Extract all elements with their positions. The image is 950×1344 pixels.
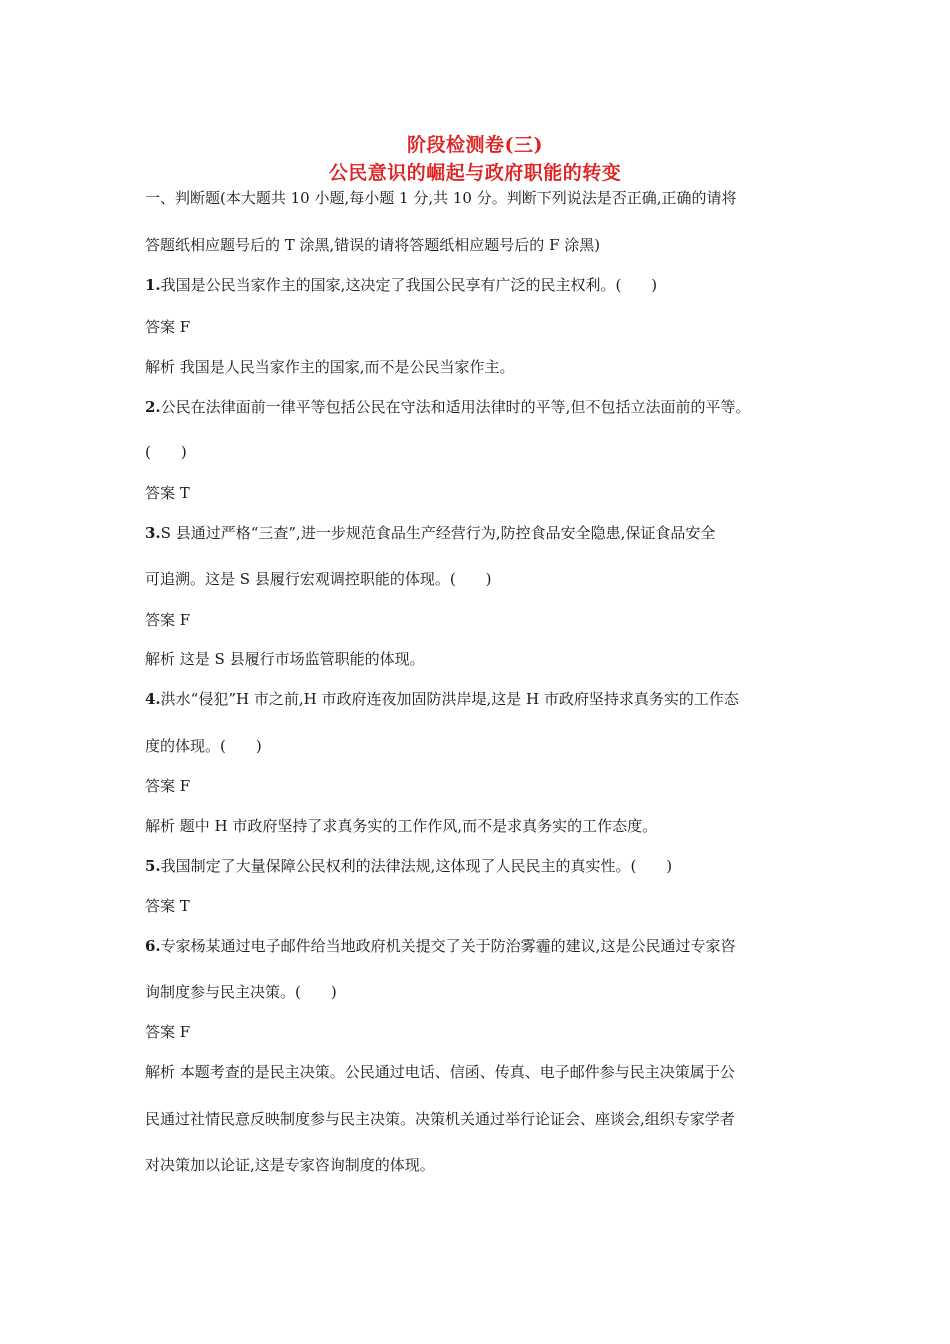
analysis-4: 解析 题中 H 市政府坚持了求真务实的工作作风,而不是求真务实的工作态度。: [145, 817, 658, 835]
question-5: [145, 856, 825, 876]
analysis-6: 解析 本题考查的是民主决策。公民通过电话、信函、传真、电子邮件参与民主决策属于公: [145, 1063, 735, 1081]
question-text: 洪水“侵犯”H 市之前,H 市政府连夜加固防洪岸堤,这是 H 市政府坚持求真务实的工作态: [160, 690, 739, 708]
answer-3: 答案 F: [145, 611, 191, 629]
question-text: 我国制定了大量保障公民权利的法律法规,这体现了人民民主的真实性。( ): [160, 857, 673, 875]
question-6: [145, 936, 825, 956]
section-intro-cont: 答题纸相应题号后的 T 涂黑,错误的请将答题纸相应题号后的 F 涂黑): [145, 236, 601, 254]
question-number: 6.: [145, 937, 161, 955]
page-subtitle: 公民意识的崛起与政府职能的转变: [328, 162, 622, 184]
question-3: [145, 523, 825, 543]
question-2-cont: ( ): [145, 443, 187, 461]
question-text: S 县通过严格“三查”,进一步规范食品生产经营行为,防控食品安全隐患,保证食品安全: [160, 524, 716, 542]
question-3-cont: 可追溯。这是 S 县履行宏观调控职能的体现。( ): [145, 570, 492, 588]
analysis-1: 解析 我国是人民当家作主的国家,而不是公民当家作主。: [145, 358, 515, 376]
analysis-6-cont2: 对决策加以论证,这是专家咨询制度的体现。: [145, 1156, 435, 1174]
question-1: [145, 275, 825, 295]
answer-6: 答案 F: [145, 1023, 191, 1041]
section-intro: 一、判断题(本大题共 10 小题,每小题 1 分,共 10 分。判断下列说法是否正确,正确的请将: [145, 189, 737, 207]
answer-1: 答案 F: [145, 318, 191, 336]
question-text: 我国是公民当家作主的国家,这决定了我国公民享有广泛的民主权利。( ): [160, 276, 658, 294]
analysis-6-cont: 民通过社情民意反映制度参与民主决策。决策机关通过举行论证会、座谈会,组织专家学者: [145, 1110, 735, 1128]
question-number: 3.: [145, 524, 161, 542]
answer-5: 答案 T: [145, 897, 190, 915]
question-4: [145, 689, 825, 709]
analysis-3: 解析 这是 S 县履行市场监管职能的体现。: [145, 650, 425, 668]
question-number: 4.: [145, 690, 161, 708]
question-text: 公民在法律面前一律平等包括公民在守法和适用法律时的平等,但不包括立法面前的平等。: [160, 398, 751, 416]
question-number: 5.: [145, 857, 161, 875]
question-text: 专家杨某通过电子邮件给当地政府机关提交了关于防治雾霾的建议,这是公民通过专家咨: [160, 937, 736, 955]
question-6-cont: 询制度参与民主决策。( ): [145, 983, 337, 1001]
question-number: 2.: [145, 398, 161, 416]
question-4-cont: 度的体现。( ): [145, 737, 262, 755]
question-number: 1.: [145, 276, 161, 294]
answer-2: 答案 T: [145, 484, 190, 502]
question-2: [145, 397, 825, 417]
answer-4: 答案 F: [145, 777, 191, 795]
page-title: 阶段检测卷(三): [407, 134, 543, 156]
